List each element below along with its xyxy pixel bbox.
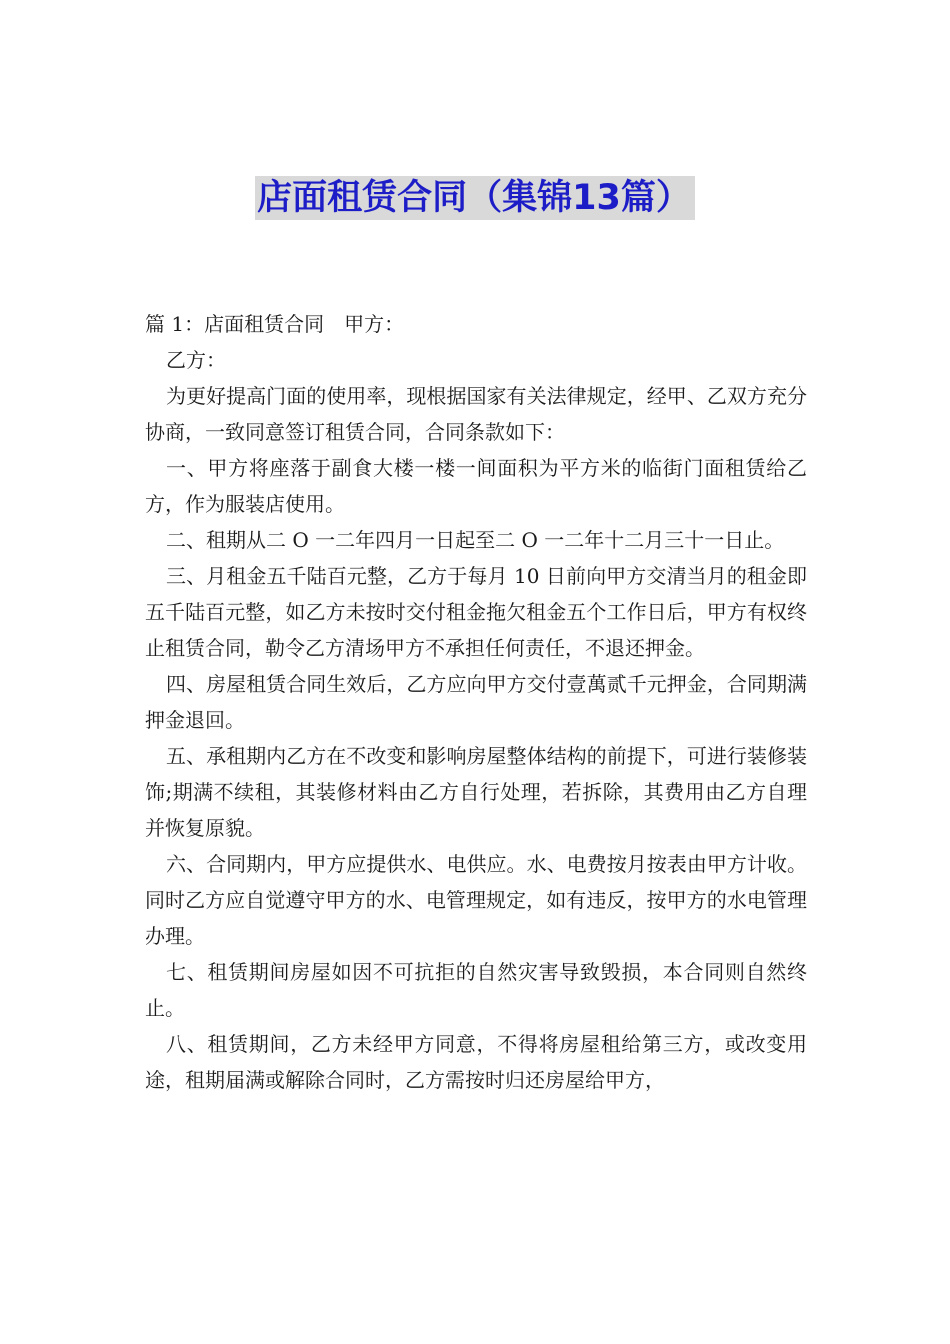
document-body bbox=[145, 306, 807, 1098]
paragraph-clause-6: 六、合同期内，甲方应提供水、电供应。水、电费按月按表由甲方计收。同时乙方应自觉遵守甲方的水、电管理规定，如有违反，按甲方的水电管理办理。 bbox=[145, 852, 807, 948]
paragraph-party-b: 乙方： bbox=[166, 348, 226, 372]
paragraph-clause-4: 四、房屋租赁合同生效后，乙方应向甲方交付壹萬贰千元押金，合同期满押金退回。 bbox=[145, 672, 807, 732]
paragraph-clause-7: 七、租赁期间房屋如因不可抗拒的自然灾害导致毁损，本合同则自然终止。 bbox=[145, 960, 807, 1020]
paragraph-clause-2: 二、租期从二 O 一二年四月一日起至二 O 一二年十二月三十一日止。 bbox=[166, 528, 785, 552]
paragraph-clause-8: 八、租赁期间，乙方未经甲方同意，不得将房屋租给第三方，或改变用途，租期届满或解除合同时，乙方需按时归还房屋给甲方， bbox=[145, 1032, 807, 1092]
paragraph-clause-1: 一、甲方将座落于副食大楼一楼一间面积为平方米的临街门面租赁给乙方，作为服装店使用。 bbox=[145, 456, 807, 516]
document-title: 店面租赁合同（集锦13篇） bbox=[255, 176, 695, 220]
paragraph-heading: 篇 1：店面租赁合同 甲方： bbox=[145, 312, 405, 336]
title-container bbox=[0, 176, 950, 220]
paragraph-clause-3: 三、月租金五千陆百元整，乙方于每月 10 日前向甲方交清当月的租金即五千陆百元整，如乙方未按时交付租金拖欠租金五个工作日后，甲方有权终止租赁合同，勒令乙方清场甲方不承担任何责任，不退还押金。 bbox=[145, 564, 807, 660]
paragraph-clause-5: 五、承租期内乙方在不改变和影响房屋整体结构的前提下，可进行装修装饰;期满不续租，其装修材料由乙方自行处理，若拆除，其费用由乙方自理并恢复原貌。 bbox=[145, 744, 807, 840]
paragraph-preamble: 为更好提高门面的使用率，现根据国家有关法律规定，经甲、乙双方充分协商，一致同意签订租赁合同，合同条款如下： bbox=[145, 384, 807, 444]
